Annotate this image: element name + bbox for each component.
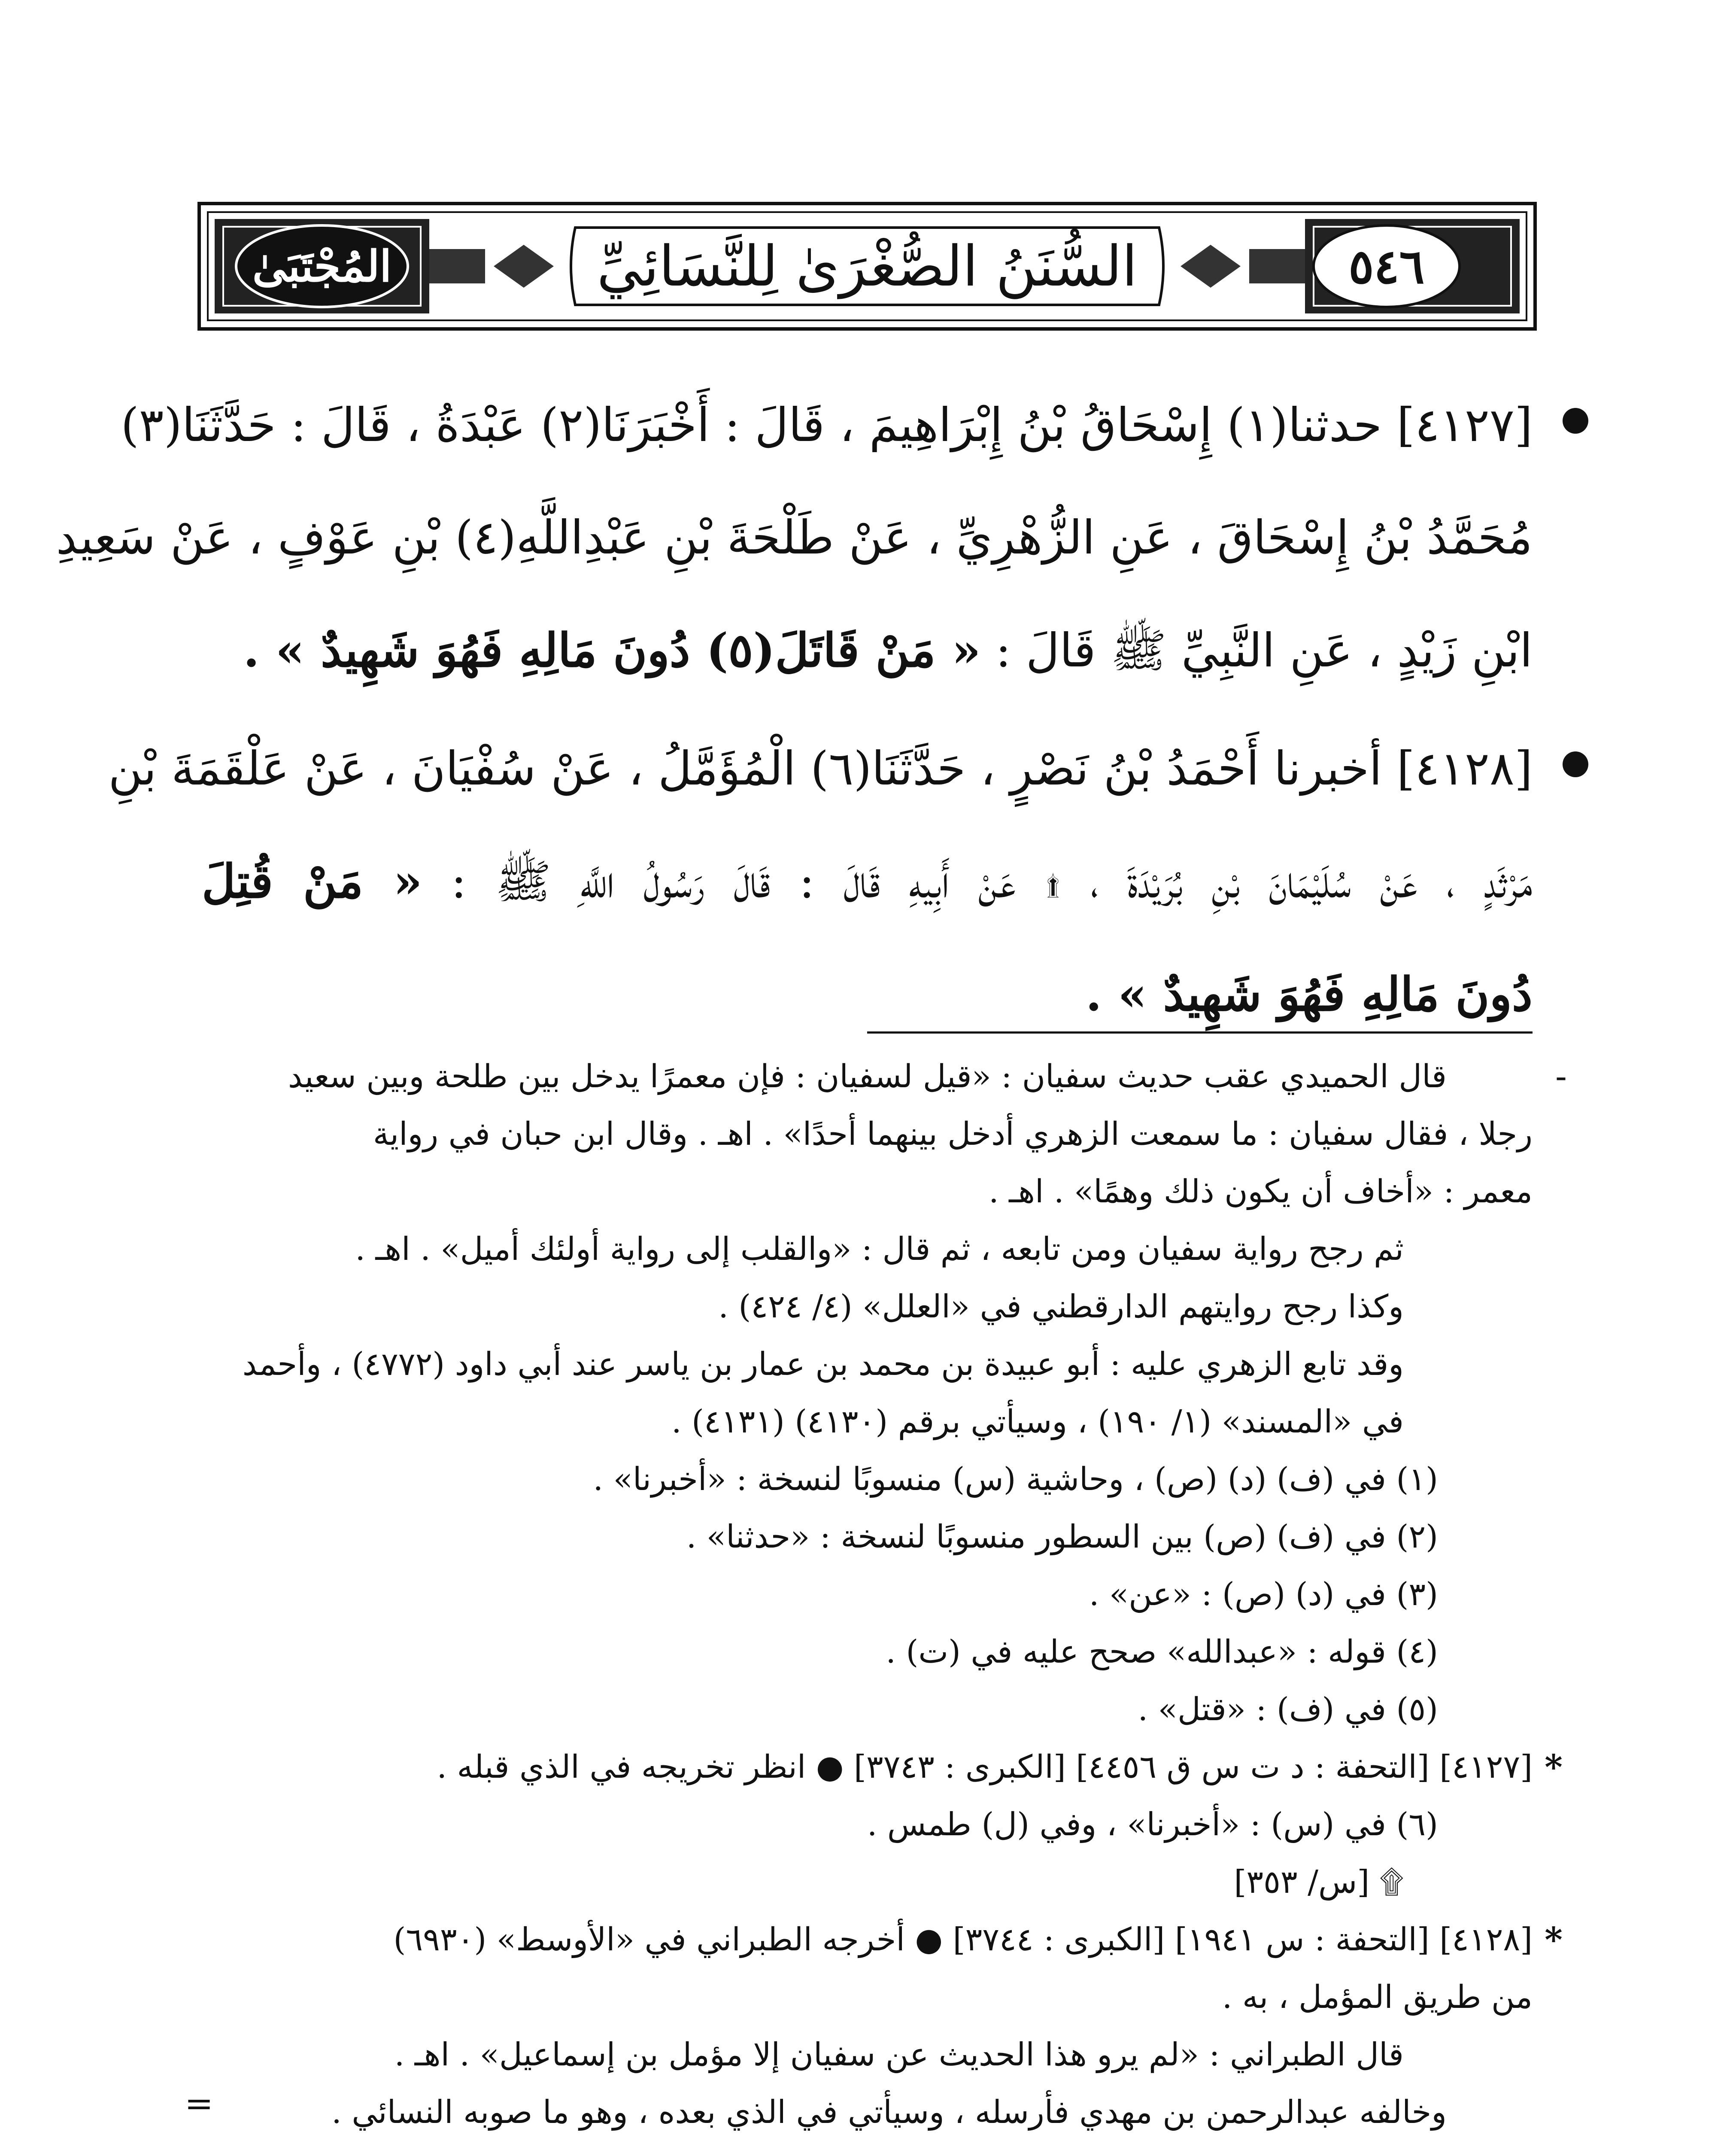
prophetic-saying: « مَنْ قُتِلَ <box>202 855 422 909</box>
hadith-line: مُحَمَّدُ بْنُ إِسْحَاقَ ، عَنِ الزُّهْرِيِّ ، عَنْ طَلْحَةَ بْنِ عَبْدِاللَّهِ(٤) بْنِ عَوْفٍ ، عَنْ سَعِيدِ <box>56 511 1533 565</box>
hadith-line <box>202 594 1533 707</box>
dash-mark: = <box>185 2083 214 2123</box>
star-icon: * <box>1545 1919 1563 1960</box>
star-icon: * <box>1545 1747 1563 1787</box>
footnote-line: (٥) في (ف) : «قتل» . <box>1138 1691 1438 1728</box>
prophetic-saying: دُونَ مَالِهِ فَهُوَ شَهِيدٌ » . <box>1086 967 1533 1022</box>
footnote-line: في «المسند» (١/ ١٩٠) ، وسيأتي برقم (٤١٣٠) (٤١٣١) . <box>671 1403 1404 1440</box>
folio-marker: ۩ [س/ ٣٥٣] <box>1234 1864 1404 1901</box>
footnote-line: وخالفه عبدالرحمن بن مهدي فأرسله ، وسيأتي في الذي بعده ، وهو ما صوبه النسائي . <box>331 2094 1447 2131</box>
footnote-line: (١) في (ف) (د) (ص) ، وحاشية (س) منسوبًا لنسخة : «أخبرنا» . <box>593 1461 1438 1498</box>
book-title: السُّنَنُ الصُّغْرَىٰ لِلنَّسَائِيِّ <box>597 234 1138 299</box>
footnote-line: وكذا رجح روايتهم الدارقطني في «العلل» (٤/ ٤٢٤) . <box>718 1288 1404 1325</box>
prophetic-saying: « مَنْ قَاتَلَ(٥) دُونَ مَالِهِ فَهُوَ شَهِيدٌ » . <box>243 623 981 678</box>
footnote-line: رجلا ، فقال سفيان : ما سمعت الزهري أدخل بينهما أحدًا» . اهـ . وقال ابن حبان في رواية <box>373 1116 1533 1153</box>
takhrij-text: [٤١٢٧] [التحفة : د ت س ق ٤٤٥٦] [الكبرى : ٣٧٤٣] ● انظر تخريجه في الذي قبله . <box>437 1749 1533 1785</box>
hadith-line <box>202 825 1533 938</box>
footnote-line: معمر : «أخاف أن يكون ذلك وهمًا» . اهـ . <box>989 1173 1533 1210</box>
hadith-4127 <box>56 369 1533 707</box>
footnote-line: قال الطبراني : «لم يرو هذا الحديث عن سفيان إلا مؤمل بن إسماعيل» . اهـ . <box>394 2036 1404 2073</box>
hadith-line: [٤١٢٧] حدثنا(١) إِسْحَاقُ بْنُ إِبْرَاهِيمَ ، قَالَ : أَخْبَرَنَا(٢) عَبْدَةُ ، قَالَ : حَدَّثَنَا(٣) <box>121 398 1533 452</box>
bullet-icon <box>1563 751 1588 777</box>
hadith-text: مَرْثَدٍ ، عَنْ سُلَيْمَانَ بْنِ بُرَيْدَةَ ، ۩ عَنْ أَبِيهِ قَالَ : قَالَ رَسُولُ اللَّهِ ﷺ : <box>451 855 1533 909</box>
hadith-4128 <box>108 713 1533 1051</box>
hadith-line: [٤١٢٨] أخبرنا أَحْمَدُ بْنُ نَصْرٍ ، حَدَّثَنَا(٦) الْمُؤَمَّلُ ، عَنْ سُفْيَانَ ، عَنْ عَلْقَمَةَ بْنِ <box>108 742 1533 796</box>
footnote-line: (٣) في (د) (ص) : «عن» . <box>1089 1576 1438 1613</box>
footnote-line: ثم رجح رواية سفيان ومن تابعه ، ثم قال : «والقلب إلى رواية أولئك أميل» . اهـ . <box>355 1231 1404 1268</box>
bullet-icon <box>1563 408 1588 434</box>
takhrij-line <box>202 1911 1563 1968</box>
footnotes <box>185 1048 1567 2141</box>
takhrij-text: [٤١٢٨] [التحفة : س ١٩٤١] [الكبرى : ٣٧٤٤] ● أخرجه الطبراني في «الأوسط» (٦٩٣٠) <box>393 1921 1533 1958</box>
footnote-line: وقد تابع الزهري عليه : أبو عبيدة بن محمد بن عمار بن ياسر عند أبي داود (٤٧٧٢) ، وأحمد <box>242 1346 1404 1383</box>
dash-mark: - <box>1555 1056 1567 1096</box>
page-header <box>197 202 1537 331</box>
footnote-line: قال الحميدي عقب حديث سفيان : «قيل لسفيان : فإن معمرًا يدخل بين طلحة وبين سعيد <box>288 1058 1447 1095</box>
footnote-divider <box>867 1031 1533 1034</box>
footnote-line: (٢) في (ف) (ص) بين السطور منسوبًا لنسخة : «حدثنا» . <box>686 1518 1438 1555</box>
footnote-line: (٤) قوله : «عبدالله» صحح عليه في (ت) . <box>886 1633 1438 1670</box>
footnote-line: من طريق المؤمل ، به . <box>1222 1979 1533 2016</box>
series-badge: المُجْتَبَىٰ <box>252 241 392 292</box>
page-number: ٥٤٦ <box>1348 238 1425 294</box>
footnote-line: (٦) في (س) : «أخبرنا» ، وفي (ل) طمس . <box>867 1806 1438 1843</box>
hadith-text: ابْنِ زَيْدٍ ، عَنِ النَّبِيِّ ﷺ قَالَ : <box>995 624 1533 678</box>
takhrij-line <box>202 1738 1563 1796</box>
